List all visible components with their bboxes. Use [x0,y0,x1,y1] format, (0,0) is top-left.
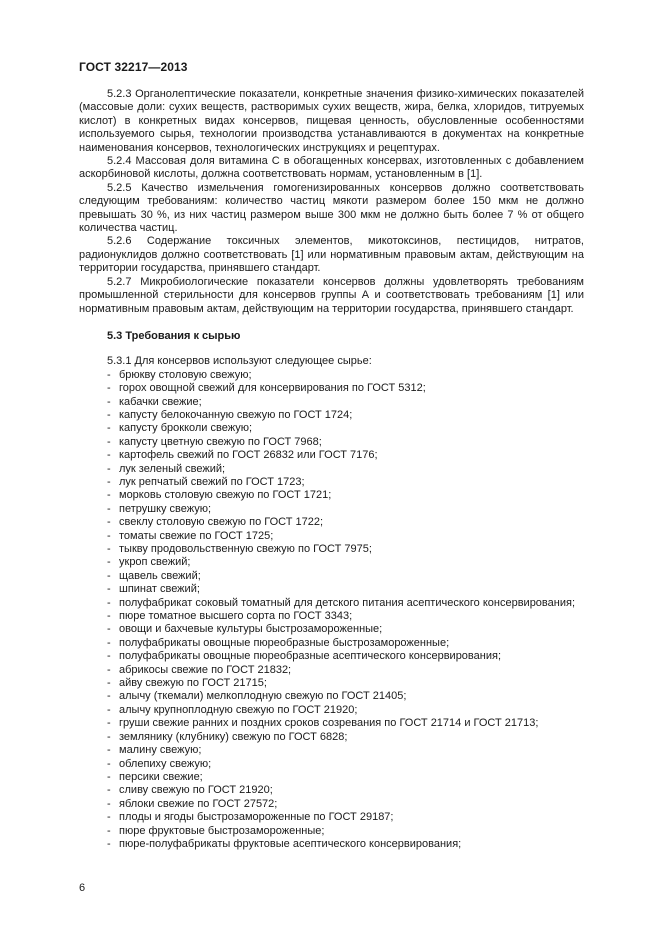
list-dash: - [107,422,111,435]
list-item-text: овощи и бахчевые культуры быстрозамороженные; [119,623,383,636]
list-item-text: яблоки свежие по ГОСТ 27572; [119,797,278,810]
list-dash: - [107,502,111,515]
list-item [79,798,584,811]
list-item-text: лук репчатый свежий по ГОСТ 1723; [119,475,305,488]
list-dash: - [107,583,111,596]
list-item [79,690,584,703]
list-dash: - [107,543,111,555]
list-item-text: землянику (клубнику) свежую по ГОСТ 6828; [119,730,348,743]
list-dash: - [107,623,111,636]
list-item-text: полуфабрикаты овощные пюреобразные асептического консервирования; [119,650,501,663]
list-item [79,530,584,543]
list-item [79,650,584,663]
list-item [79,556,584,569]
list-item-text: плоды и ягоды быстрозамороженные по ГОСТ 29187; [119,811,394,824]
paragraph-5-3-1: 5.3.1 Для консервов используют следующее сырье: [107,355,372,368]
list-item [79,449,584,462]
list-item [79,463,584,476]
list-item [79,704,584,717]
list-item [79,838,584,851]
list-dash: - [107,730,111,743]
list-item-text: свеклу столовую свежую по ГОСТ 1722; [119,516,324,529]
list-item-text: укроп свежий; [119,556,191,569]
list-dash: - [107,569,111,582]
list-item-text: петрушку свежую; [119,502,212,515]
list-item [79,784,584,797]
list-item [79,476,584,489]
list-dash: - [107,529,111,542]
list-item [79,623,584,636]
list-item-text: полуфабрикаты овощные пюреобразные быстрозамороженные; [119,636,450,649]
list-dash: - [107,757,111,770]
list-item [79,744,584,757]
list-item [79,543,584,556]
list-item-text: облепиху свежую; [119,757,212,770]
list-dash: - [107,408,111,421]
list-item-text: картофель свежий по ГОСТ 26832 или ГОСТ 7176; [119,449,378,462]
list-item-text: томаты свежие по ГОСТ 1725; [119,529,274,542]
list-item [79,717,584,730]
list-item [79,570,584,583]
raw-materials-list [79,369,584,852]
document-header: ГОСТ 32217—2013 [79,60,188,74]
list-item [79,382,584,395]
list-dash: - [107,717,111,730]
list-item-text: пюре томатное высшего сорта по ГОСТ 3343; [119,610,353,623]
list-dash: - [107,663,111,676]
page-content [79,88,584,851]
list-dash: - [107,475,111,488]
list-item-text: айву свежую по ГОСТ 21715; [119,677,267,690]
list-item-text: капусту цветную свежую по ГОСТ 7968; [119,435,322,448]
list-item [79,731,584,744]
list-dash: - [107,435,111,448]
list-item-text: сливу свежую по ГОСТ 21920; [119,784,273,797]
list-item-text: малину свежую; [119,744,202,757]
list-item [79,422,584,435]
paragraph-5-2-6: 5.2.6 Содержание токсичных элементов, микотоксинов, пестицидов, нитратов, радионуклидов должно соответствовать [1] или нормативным правовым актам, действующим на территории государства, принявшего стандарт. [79,235,584,275]
list-dash: - [107,690,111,703]
list-item-text: кабачки свежие; [119,395,202,408]
list-dash: - [107,770,111,783]
paragraph-5-2-7: 5.2.7 Микробиологические показатели консервов должны удовлетворять требованиям промышленной стерильности для консервов группы А и соответствовать требованиям [1] или нормативным правовым актам, действующим на территории государства, принявшего стандарт. [79,275,584,315]
list-dash: - [107,556,111,569]
list-dash: - [107,811,111,824]
list-dash: - [107,368,111,381]
list-dash: - [107,837,111,850]
list-dash: - [107,596,111,609]
list-item-text: пюре фруктовые быстрозамороженные; [119,824,325,837]
list-dash: - [107,462,111,475]
list-item-text: пюре-полуфабрикаты фруктовые асептического консервирования; [119,837,462,850]
list-item-text: морковь столовую свежую по ГОСТ 1721; [119,489,332,502]
list-item [79,811,584,824]
list-dash: - [107,784,111,797]
list-item [79,396,584,409]
paragraph-5-2-3: 5.2.3 Органолептические показатели, конкретные значения физико-химических показателей (массовые доли: сухих веществ, растворимых сухих веществ, жира, белка, хлоридов, титруемых кислот) в конкретных видах консервов, пищевая ценность, обусловленные особенностями используемого сырья, технологии производства устанавливаются в документах на конкретные наименования консервов, технологических инструкциях и рецептурах. [79,88,584,154]
list-item-text: полуфабрикат соковый томатный для детского питания асептического консервирования; [119,596,575,609]
list-item [79,664,584,677]
list-dash: - [107,703,111,716]
list-dash: - [107,824,111,837]
list-item-text: абрикосы свежие по ГОСТ 21832; [119,663,292,676]
list-dash: - [107,797,111,810]
list-item [79,436,584,449]
list-dash: - [107,395,111,408]
list-item [79,503,584,516]
list-dash: - [107,636,111,649]
paragraph-5-2-5: 5.2.5 Качество измельчения гомогенизированных консервов должно соответствовать следующим требованиям: количество частиц мякоти размером более 150 мкм не должно превышать 30 %, из них частиц размером выше 300 мкм не должно быть более 7 % от общего количества частиц. [79,181,584,235]
list-item-text: лук зеленый свежий; [119,462,226,475]
list-item [79,677,584,690]
list-dash: - [107,610,111,623]
list-item [79,409,584,422]
list-item-text: щавель свежий; [119,569,201,582]
list-item-text: брюкву столовую свежую; [119,368,252,381]
paragraph-5-2-4: 5.2.4 Массовая доля витамина С в обогащенных консервах, изготовленных с добавлением аскорбиновой кислоты, должна соответствовать нормам, установленным в [1]. [79,155,584,181]
list-dash: - [107,650,111,663]
list-item-text: капусту брокколи свежую; [119,422,253,435]
page-number: 6 [79,882,86,894]
list-item [79,369,584,382]
list-item-text: шпинат свежий; [119,583,200,596]
list-dash: - [107,744,111,757]
list-item-text: груши свежие ранних и поздних сроков созревания по ГОСТ 21714 и ГОСТ 21713; [119,717,539,730]
list-item [79,758,584,771]
list-item [79,583,584,596]
list-item-text: тыкву продовольственную свежую по ГОСТ 7975; [119,543,372,555]
list-item [79,825,584,838]
list-item-text: горох овощной свежий для консервирования по ГОСТ 5312; [119,382,426,395]
list-dash: - [107,382,111,395]
list-dash: - [107,449,111,462]
list-dash: - [107,489,111,502]
list-item [79,610,584,623]
list-item [79,489,584,502]
list-item-text: капусту белокочанную свежую по ГОСТ 1724; [119,408,353,421]
list-item-text: алычу (ткемали) мелкоплодную свежую по ГОСТ 21405; [119,690,407,703]
list-item [79,771,584,784]
list-dash: - [107,516,111,529]
list-dash: - [107,677,111,690]
section-heading: 5.3 Требования к сырью [107,329,241,342]
list-item-text: алычу крупноплодную свежую по ГОСТ 21920; [119,703,358,716]
list-item [79,637,584,650]
list-item [79,597,584,610]
list-item-text: персики свежие; [119,770,203,783]
list-item [79,516,584,529]
